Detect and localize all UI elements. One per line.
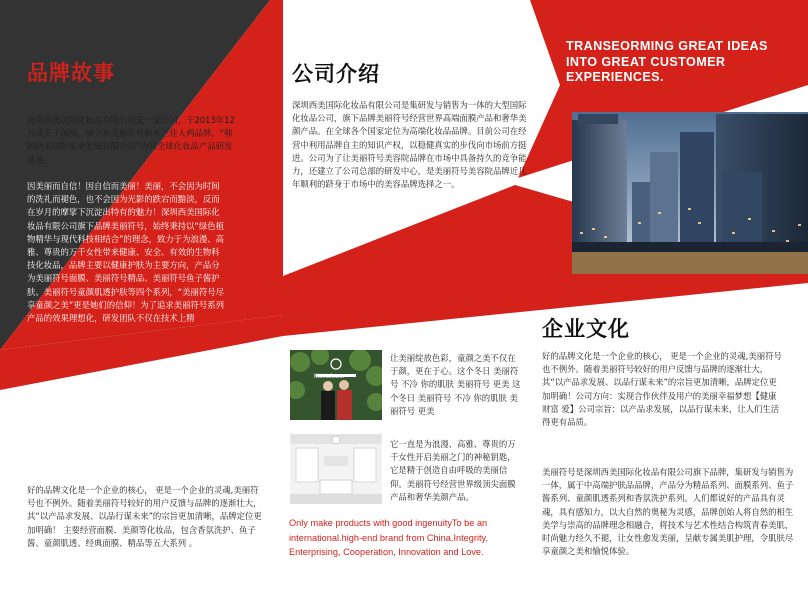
cityscape-photo bbox=[572, 112, 808, 274]
bottom-left-text: 好的品牌文化是一个企业的核心， 更是一个企业的灵魂,美丽符号也不例外。随着美丽符号较好的用户反馈与品牌的逐渐壮大， 其“以产品求发展、以品行谋未来”的宗旨更加清晰，品牌定位更加明确！ 主要经营面膜、美颜等化妆品，包含香氛洗护、鱼子酱、童颜肌透、经典面膜、精品等五大系列 。 bbox=[27, 485, 262, 548]
corporate-culture-title: 企业文化 bbox=[542, 317, 630, 341]
company-intro-text: 深圳西美国际化妆品有限公司是集研发与销售为一体的大型国际化妆品公司，旗下品牌美丽符号经营世界高端面膜产品和奢华美颜产品。在全球各个国家定位为高端化妆品品牌。目前公司在经营中利用品牌自主的知识产权，以稳健真实的步伐向市场前方挺进。公司为了让美丽符号美容院品牌在市场中具备持久的竞争能力，还建立了公司总部的研发中心，是美丽符号美容院品牌近几年顺利的跻身于市场中的美容品牌选择之一。 bbox=[292, 100, 527, 190]
event-logo-text: Meirisfower bbox=[314, 374, 345, 380]
photo-caption-2: 它一直是为浪漫、高雅、尊贵的万千女性开启美丽之门的神秘钥匙，它是精于创造自由呼吸的美丽信仰。美丽符号经营世界级顶尖面膜产品和奢华美颜产品。 bbox=[390, 439, 516, 502]
event-photo bbox=[290, 350, 382, 420]
company-intro-title: 公司介绍 bbox=[292, 62, 380, 86]
corporate-culture-body: 美丽符号是深圳西美国际化妆品有限公司旗下品牌，集研发与销售为一体，属于中高端护肤品品牌，产品分为精品系列、面膜系列、鱼子酱系列、童颜肌透系列和香氛洗护系列。人们都说好的产品具有灵魂，具有感知力，以大自然的奥秘为灵感，品牌创始人将自然的相生美学与崇高的品牌理念相融合，将技术与艺术性结合构筑青春美肌，时尚魅力经久不褪，让女性愈发美丽，呈献专属美肌护理，令肌肤尽享童颜之美和愉悦体验。 bbox=[542, 467, 794, 557]
brand-story-body: 因美丽而自信！因自信而美丽！美丽，不会因为时间的洗礼而褪色，也不会因为光影的跌宕而黯淡，反而在岁月的摩挲下沉淀出特有的魅力！深圳西美国际化妆品有限公司旗下品牌美丽符号，始终秉持以“绿色植物精华与现代科技相结合”的理念，致力于为浪漫、高雅、尊贵的万千女性带来健康、安全、有效的生物科技化妆品，品牌主要以健康护肤为主要方向，产品分为美丽符号面膜、美丽符号精品、美丽符号鱼子酱护肤、美丽符号童颜肌透护肤等四个系列，“美丽符号尽享童颜之美”更是她们的信仰！为了追求美丽符号系列产品的效果理想化，研发团队不仅在技术上精 bbox=[27, 181, 224, 324]
store-photo bbox=[290, 434, 382, 504]
event-illustration bbox=[290, 350, 382, 420]
corporate-culture-intro: 好的品牌文化是一个企业的核心， 更是一个企业的灵魂,美丽符号也不例外。随着美丽符号较好的用户反馈与品牌的逐渐壮大， 其“以产品求发展、以品行谋未来”的宗旨更加清晰，品牌定位更加明确！公司方向：实现合作伙伴及用户的美丽幸福梦想【健康 财富 爱】公司宗旨：以产品求发展，以品行谋未来，让人们生活得更有品质。 bbox=[542, 351, 782, 428]
brand-story-intro: 深圳西美国际化妆品有限公司是一家公司，于2013年12月成立于深圳。旗下有美丽符号和米兰佳人两品牌，“韩国西美国际实业发展有限公司”为其全球化妆品产品研发基地。 bbox=[27, 115, 235, 165]
photo-caption-1: 让美丽绽放色彩，童颜之美不仅在于颜，更在于心。这个冬日 美丽符号 不冷 你的肌肤 美丽符号 更美 这个冬日 美丽符号 不冷 你的肌肤 美丽符号 更美 bbox=[390, 353, 521, 416]
store-illustration bbox=[290, 434, 382, 504]
cityscape-illustration bbox=[572, 112, 808, 274]
headline-slogan: TRANSEORMING GREAT IDEAS INTO GREAT CUSTOMER EXPERIENCES. bbox=[566, 39, 768, 84]
brand-story-title: 品牌故事 bbox=[27, 61, 115, 85]
english-slogan: Only make products with good ingenuityTo be an international.high-end brand from China.Integrity, Enterprising, Cooperation, Innovation and Love. bbox=[289, 518, 489, 557]
